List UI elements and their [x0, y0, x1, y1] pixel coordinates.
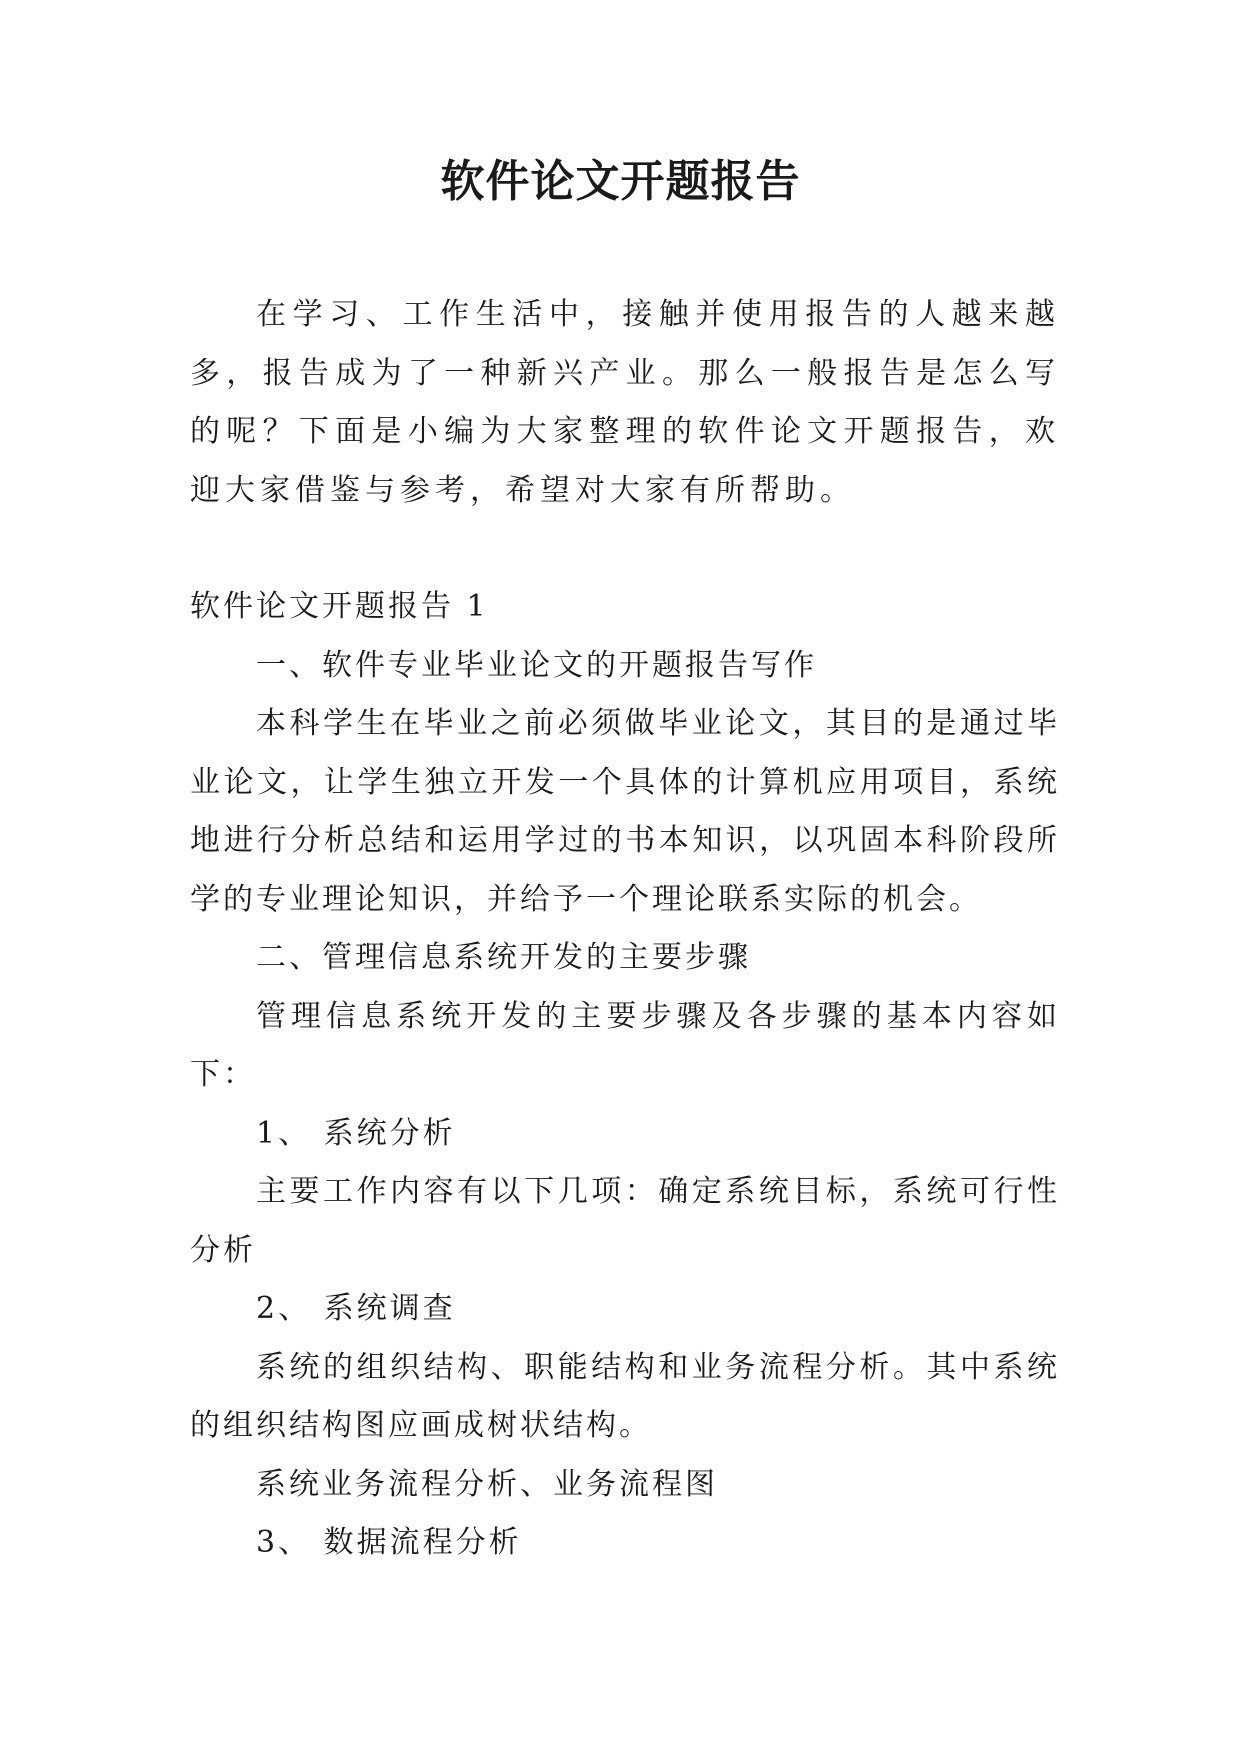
body-paragraph: 系统的组织结构、职能结构和业务流程分析。其中系统的组织结构图应画成树状结构。: [190, 1349, 1060, 1443]
body-paragraph: 系统业务流程分析、业务流程图: [256, 1466, 718, 1502]
paragraph-gap: [190, 520, 1060, 578]
body-paragraph: 本科学生在毕业之前必须做毕业论文，其目的是通过毕业论文，让学生独立开发一个具体的计算机应用项目，系统地进行分析总结和运用学过的书本知识，以巩固本科阶段所学的专业理论知识，并给予一个理论联系实际的机会。: [190, 706, 1060, 917]
list-item-1: 1、 系统分析: [256, 1115, 456, 1151]
intro-paragraph: 在学习、工作生活中，接触并使用报告的人越来越多，报告成为了一种新兴产业。那么一般报告是怎么写的呢？下面是小编为大家整理的软件论文开题报告，欢迎大家借鉴与参考，希望对大家有所帮助。: [190, 297, 1060, 508]
list-item-3: 3、 数据流程分析: [256, 1525, 522, 1560]
section-heading: 软件论文开题报告 1: [190, 589, 489, 624]
document-title: 软件论文开题报告: [440, 156, 801, 207]
body-paragraph: 管理信息系统开发的主要步骤及各步骤的基本内容如下：: [190, 998, 1060, 1092]
heading-two: 二、管理信息系统开发的主要步骤: [256, 940, 751, 975]
list-item-2: 2、 系统调查: [256, 1291, 456, 1326]
document-body: [190, 286, 1060, 1573]
heading-one: 一、软件专业毕业论文的开题报告写作: [256, 647, 817, 683]
body-paragraph: 主要工作内容有以下几项：确定系统目标，系统可行性分析: [190, 1174, 1060, 1268]
